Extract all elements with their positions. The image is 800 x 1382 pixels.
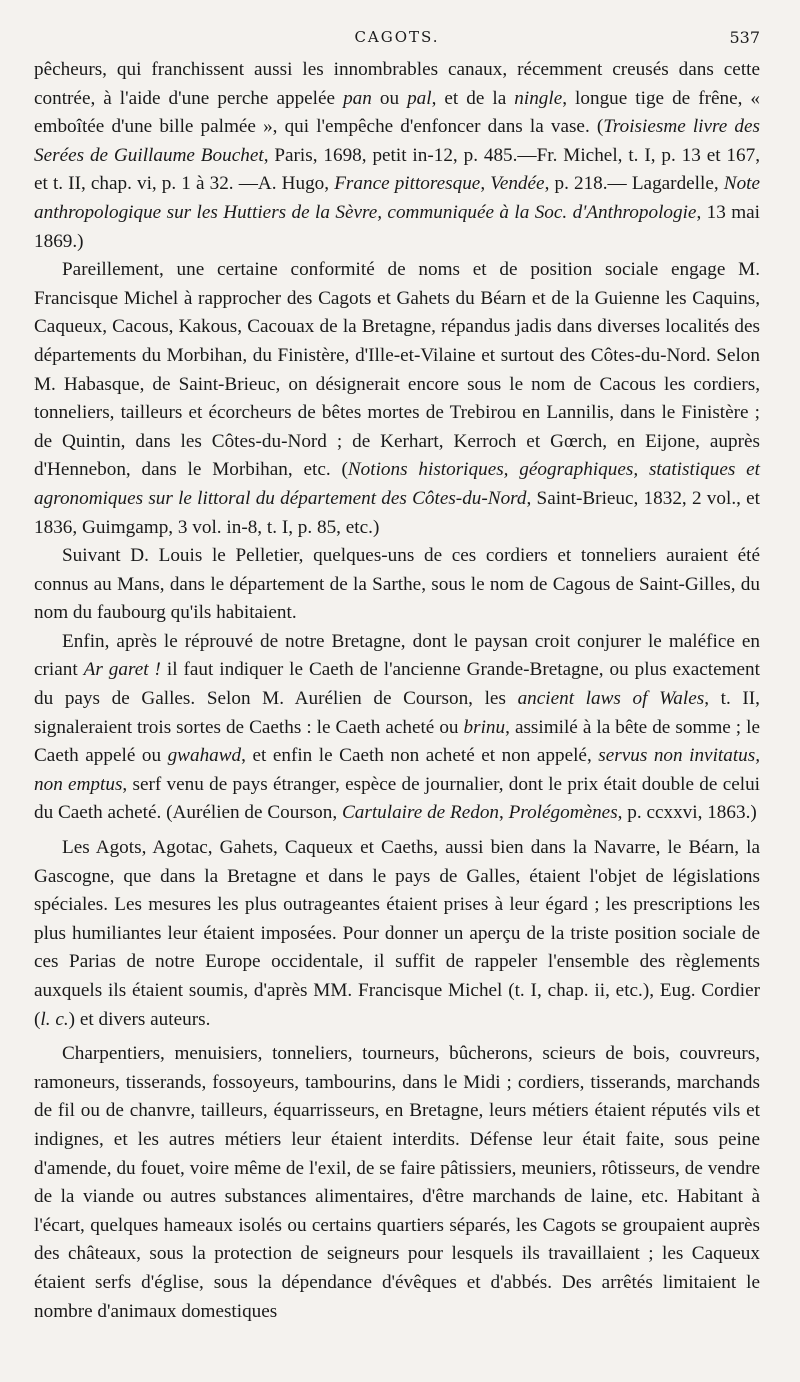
text-run: , longue tige de frêne, « emboîtée d'une bille palmée », qui l'empêche d'enfoncer dans la vase. ( — [34, 87, 761, 138]
paragraph — [34, 256, 760, 542]
body-text — [34, 56, 760, 1326]
italic-text: brinu — [463, 716, 506, 738]
text-run: , Paris, 1698, petit in-12, p. 485.—Fr. Michel, t. I, p. 13 et 167, et t. II, chap. vi, p. 1 à 32. —A. Hugo, — [34, 144, 760, 195]
text-run: , t. II, signaleraient trois sortes de Caeths : le Caeth acheté ou — [34, 688, 760, 738]
italic-text: Vendée — [490, 173, 545, 195]
italic-text: gwahawd — [167, 745, 242, 767]
italic-text: Cartulaire de Redon — [341, 802, 500, 824]
italic-text: Note anthropologique sur les Huttiers de la Sèvre, communiquée à la Soc. d'Anthropologie — [34, 173, 761, 223]
text-run: , et enfin le Caeth non acheté et non appelé, — [241, 745, 599, 767]
italic-text: Prolégomènes — [508, 802, 618, 824]
text-run: , assimilé à la bête de somme ; le Caeth appelé ou — [34, 716, 760, 767]
text-run: Suivant D. Louis le Pelletier, quelques-uns de ces cordiers et tonneliers auraient été connus au Mans, dans le département de la Sarthe, sous le nom de Cagous de Saint-Gilles, du nom du faubourg qu'ils habitaient. — [34, 545, 760, 624]
text-run: , 13 mai 1869.) — [34, 201, 760, 252]
page-number: 537 — [729, 28, 760, 47]
italic-text: France pittoresque — [334, 173, 481, 195]
text-run: il faut indiquer le Caeth de l'ancienne Grande-Bretagne, ou plus exactement du pays de Galles. Selon M. Aurélien de Courson, les — [34, 659, 760, 710]
text-run: pêcheurs, qui franchissent aussi les innombrables canaux, récemment creusés dans cette contrée, à l'aide d'une perche appelée — [34, 59, 760, 109]
text-run: , serf venu de pays étranger, espèce de journalier, dont le prix était double de celui du Caeth acheté. (Aurélien de Courson, — [34, 773, 760, 824]
text-run: , — [499, 802, 509, 824]
paragraph — [34, 1040, 760, 1326]
italic-text: pan — [343, 87, 372, 109]
italic-text: l. c. — [40, 1008, 69, 1030]
paragraph — [34, 56, 760, 256]
text-run: , — [480, 173, 491, 195]
running-title: CAGOTS. — [354, 28, 440, 46]
text-run: Enfin, après le réprouvé de notre Bretagne, dont le paysan croit conjurer le maléfice en criant — [34, 630, 760, 681]
italic-text: ningle — [514, 87, 563, 109]
italic-text: Notions historiques, géographiques, statistiques et agronomiques sur le littoral du département des Côtes-du-Nord — [34, 459, 760, 509]
text-run: Charpentiers, menuisiers, tonneliers, tourneurs, bûcherons, scieurs de bois, couvreurs, ramoneurs, tisserands, fossoyeurs, tambourins, dans le Midi ; cordiers, tisserands, marchands de fil ou de chanvre, tailleurs, équarrisseurs, en Bretagne, leurs métiers étaient réputés vils et indignes, et les autres métiers leur étaient interdits. Défense leur était faite, sous peine d'amende, du fouet, voire même de l'exil, de se faire pâtissiers, meuniers, rôtisseurs, de vendre de la viande ou autres substances alimentaires, d'être marchands de laine, etc. Habitant à l'écart, quelques hameaux isolés ou certains quartiers séparés, les Cagots se groupaient auprès des châteaux, sous la protection de seigneurs pour lesquels ils travaillaient ; les Caqueux étaient serfs d'église, sous la dépendance d'évêques et d'abbés. Des arrêtés limitaient le nombre d'animaux domestiques — [34, 1043, 760, 1322]
paragraph — [34, 542, 760, 628]
italic-text: Ar garet ! — [83, 659, 161, 681]
italic-text: servus non invitatus, non emptus — [34, 745, 761, 795]
text-run: Pareillement, une certaine conformité de noms et de position sociale engage M. Francisque Michel à rapprocher des Cagots et Gahets du Béarn et de la Guienne les Caquins, Caqueux, Cacous, Kakous, Cacouax de la Bretagne, répandus jadis dans diverses localités des départements du Morbihan, du Finistère, d'Ille-et-Vilaine et surtout des Côtes-du-Nord. Selon M. Habasque, de Saint-Brieuc, on désignerait encore sous le nom de Cacous les cordiers, tonneliers, tailleurs et écorcheurs de bêtes mortes de Trebirou en Lannilis, dans le Finistère ; de Quintin, dans les Côtes-du-Nord ; de Kerhart, Kerroch et Gœrch, en Eijone, auprès d'Hennebon, dans le Morbihan, etc. ( — [34, 259, 760, 481]
running-head — [34, 28, 760, 50]
paragraph — [34, 834, 760, 1034]
italic-text: ancient laws of Wales — [517, 688, 705, 710]
paragraph — [34, 628, 760, 828]
italic-text: pal — [407, 87, 432, 109]
text-run: ) et divers auteurs. — [68, 1008, 211, 1030]
italic-text: Troisiesme livre des Serées de Guillaume Bouchet — [34, 116, 760, 166]
text-run: Les Agots, Agotac, Gahets, Caqueux et Caeths, aussi bien dans la Navarre, le Béarn, la Gascogne, que dans la Bretagne et dans le pays de Galles, étaient l'objet de législations spéciales. Les mesures les plus outrageantes étaient prises à leur égard ; les prescriptions les plus humiliantes leur étaient imposées. Pour donner un aperçu de la triste position sociale de ces Parias de notre Europe occidentale, il suffit de rappeler l'ensemble des règlements auxquels ils étaient soumis, d'après MM. Francisque Michel (t. I, chap. ii, etc.), Eug. Cordier ( — [34, 837, 760, 1030]
text-run: , et de la — [431, 87, 515, 109]
text-run: , p. 218.— Lagardelle, — [544, 173, 724, 195]
text-run: , p. ccxxvi, 1863.) — [617, 802, 757, 824]
text-run: ou — [371, 87, 408, 109]
text-run: , Saint-Brieuc, 1832, 2 vol., et 1836, Guimgamp, 3 vol. in-8, t. I, p. 85, etc.) — [34, 487, 760, 538]
